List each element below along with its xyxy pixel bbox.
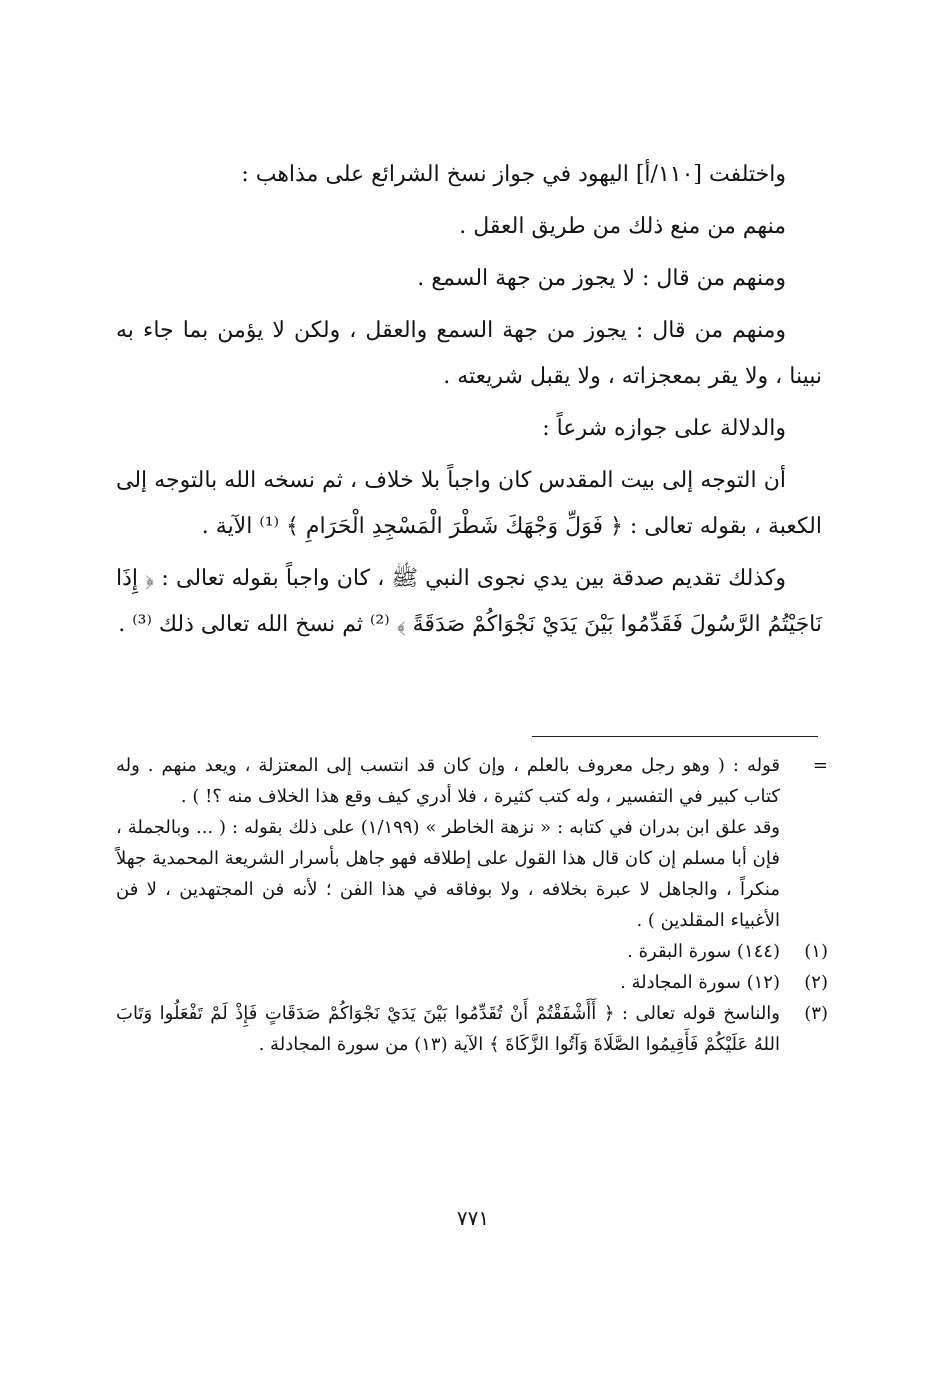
footnote-continued: [116, 750, 828, 936]
footnote-3: [116, 998, 828, 1060]
paragraph-qibla-evidence: أن التوجه إلى بيت المقدس كان واجباً بلا خلاف ، ثم نسخه الله بالتوجه إلى الكعبة ، بقوله تعالى : ﴿ فَوَلِّ وَجْهَكَ شَطْرَ الْمَسْجِدِ الْحَرَامِ ﴾ ⁽¹⁾ الآية .: [116, 468, 822, 539]
paragraph-third-view: ومنهم من قال : يجوز من جهة السمع والعقل ، ولكن لا يؤمن بما جاء به نبينا ، ولا يقر بمعجزاته ، ولا يقبل شريعته .: [116, 318, 822, 389]
paragraph-evidence-heading: والدلالة على جوازه شرعاً :: [542, 416, 786, 441]
footnote-marker: (٣): [804, 1003, 828, 1024]
paragraph-first-view: منهم من منع ذلك من طريق العقل .: [459, 214, 786, 239]
paragraph-intro: واختلفت [١١٠/أ] اليهود في جواز نسخ الشرائع على مذاهب :: [241, 162, 786, 187]
paragraph-second-view: ومنهم من قال : لا يجوز من جهة السمع .: [417, 266, 786, 291]
main-text-block: [116, 152, 822, 648]
footnote-text: وقد علق ابن بدران في كتابه : « نزهة الخاطر » (١/١٩٩) على ذلك بقوله : ( ... وبالجملة ، فإن أبا مسلم إن كان قال هذا القول على إطلاقه فهو جاهل بأسرار الشريعة المحمدية جهلاً منكراً ، والجاهل لا عبرة بخلافه ، ولا بوفاقه في هذا الفن ؛ لأنه فن المجتهدين ، لا فن الأغبياء المقلدين ) .: [116, 817, 780, 931]
footnote-text: قوله : ( وهو رجل معروف بالعلم ، وإن كان قد انتسب إلى المعتزلة ، ويعد منهم . وله كتاب كبير في التفسير ، وله كتب كثيرة ، فلا أدري كيف وقع هذا الخلاف منه ؟! ) .: [116, 755, 780, 807]
paragraph-sadaqa-evidence: وكذلك تقديم صدقة بين يدي نجوى النبي ﷺ ، كان واجباً بقوله تعالى : ﴿ إِذَا نَاجَيْتُمُ الرَّسُولَ فَقَدِّمُوا بَيْنَ يَدَيْ نَجْوَاكُمْ صَدَقَةً ﴾ ⁽²⁾ ثم نسخ الله تعالى ذلك ⁽³⁾ .: [116, 566, 822, 637]
footnote-text: (١٤٤) سورة البقرة .: [627, 941, 780, 962]
footnote-marker: (١): [804, 941, 828, 962]
footnote-marker: (٢): [804, 972, 828, 993]
footnote-marker: =: [812, 755, 828, 776]
footnote-text: والناسخ قوله تعالى : ﴿ أَأَشْفَقْتُمْ أَنْ تُقَدِّمُوا بَيْنَ يَدَيْ نَجْوَاكُمْ صَدَقَاتٍ فَإِذْ لَمْ تَفْعَلُوا وَتَابَ اللهُ عَلَيْكُمْ فَأَقِيمُوا الصَّلَاةَ وَآتُوا الزَّكَاةَ ﴾ الآية (١٣) من سورة المجادلة .: [116, 1003, 780, 1055]
footnotes-block: [116, 750, 828, 1060]
footnote-divider: [532, 736, 818, 737]
page-number: ٧٧١: [456, 1206, 490, 1230]
footnote-text: (١٢) سورة المجادلة .: [620, 972, 780, 993]
footnote-1: [116, 936, 828, 967]
footnote-2: [116, 967, 828, 998]
